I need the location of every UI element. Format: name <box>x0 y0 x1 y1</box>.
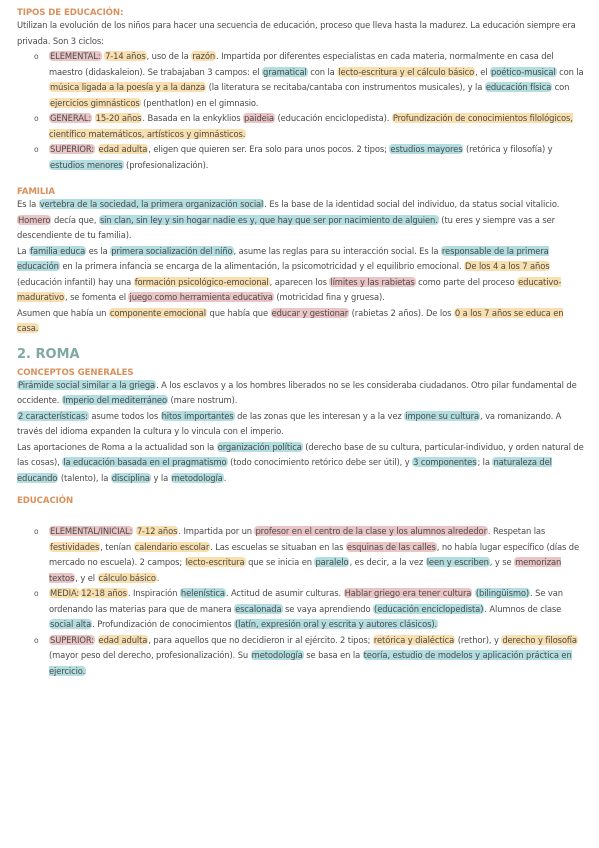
highlight: paralelo <box>315 557 349 567</box>
highlight: memorizan textos <box>49 557 562 583</box>
roma-superior-tag: SUPERIOR: <box>50 634 94 645</box>
highlight: estudios mayores <box>390 144 463 154</box>
tipo-superior <box>49 142 585 173</box>
tipos-intro: Utilizan la evolución de los niños para hacer una secuencia de educación, proceso que lleva hasta la madurez. La educación siempre era privada. Son 3 ciclos: <box>17 20 576 46</box>
roma-elemental-tag: ELEMENTAL/INICIAL: <box>50 526 133 536</box>
highlight: 2 características: <box>18 410 88 421</box>
highlight: formación psicológico-emocional <box>134 276 269 287</box>
text: Las aportaciones de Roma a la actualidad son la <box>17 441 217 452</box>
text: . Impartida por diferentes especialistas en cada materia, normalmente en casa del maestro (didaskaleion). Se trabajaban 3 campos: el <box>49 51 554 77</box>
highlight: educar y gestionar <box>271 307 349 318</box>
highlight: impone su cultura <box>405 410 479 421</box>
text: es la <box>86 245 111 256</box>
roma-media-tag: MEDIA: <box>50 588 80 598</box>
tipos-list <box>17 49 585 173</box>
highlight: De los 4 a los 7 años <box>465 261 550 271</box>
text: (profesionalización). <box>123 159 209 170</box>
text: , va romanizando. A través del idioma expanden la cultura y lo vincula con el imperio. <box>17 410 562 436</box>
highlight: (bilingüismo) <box>475 588 530 598</box>
highlight: música ligada a la poesía y a la danza <box>50 82 206 92</box>
text: , el <box>475 66 491 77</box>
roma-superior <box>49 633 585 680</box>
highlight: familia educa <box>30 245 86 256</box>
highlight: primera socialización del niño <box>111 245 233 256</box>
highlight: paideia <box>244 113 274 123</box>
text: de las zonas que les interesan y a la vez <box>234 410 405 421</box>
highlight: retórica y dialéctica <box>373 634 455 645</box>
text: que había que <box>206 307 271 318</box>
general-tag: GENERAL: <box>50 113 92 123</box>
text: con la <box>556 66 584 77</box>
text: (talento), la <box>58 472 111 483</box>
familia-heading: FAMILIA <box>17 187 55 197</box>
text: (la literatura se recitaba/cantaba con instrumentos musicales), y la <box>206 82 485 92</box>
text: , tenían <box>100 541 134 552</box>
highlight: Homero <box>18 214 51 225</box>
text: . Se van ordenando las materias para que de manera <box>49 588 563 614</box>
text: con <box>552 82 570 92</box>
roma-p2 <box>17 409 585 440</box>
roma-media-age: 12-18 años <box>81 588 127 598</box>
familia-p3 <box>17 306 585 337</box>
text: . Basada en la enkyklios <box>142 113 244 123</box>
text: Es la <box>17 199 39 209</box>
text: . Las escuelas se situaban en las <box>210 541 346 552</box>
text: , asume las reglas para su interacción social. Es la <box>233 245 441 256</box>
roma-educacion-list <box>17 524 585 679</box>
text: en la primera infancia se encarga de la alimentación, la psicomotricidad y el equilibrio emocional. <box>59 261 465 271</box>
text: (penthatlon) en el gimnasio. <box>140 97 259 108</box>
text: , se fomenta el <box>64 292 129 302</box>
highlight: sin clan, sin ley y sin hogar nadie es y, que hay que ser por nacimiento de alguien. <box>99 214 438 225</box>
text: que se inicia en <box>245 557 315 567</box>
text: como parte del proceso <box>415 276 518 287</box>
text: (motricidad fina y gruesa). <box>273 292 385 302</box>
text: (rabietas 2 años). De los <box>349 307 454 318</box>
text: , es decir, a la vez <box>349 557 426 567</box>
tipo-general <box>49 111 585 142</box>
tipos-heading: TIPOS DE EDUCACIÓN: <box>17 8 124 18</box>
highlight: razón <box>192 51 216 61</box>
text: se basa en la <box>303 650 363 660</box>
highlight: componente emocional <box>109 307 206 318</box>
familia-p1 <box>17 197 585 244</box>
highlight: Pirámide social similar a la griega <box>18 379 156 390</box>
highlight: cálculo básico <box>98 572 156 583</box>
highlight: poético-musical <box>491 66 556 77</box>
text: (derecho base de su cultura, particular-individuo, y orden natural de las cosas), <box>17 441 584 467</box>
text: decía que, <box>51 214 99 225</box>
highlight: límites y las rabietas <box>330 276 415 287</box>
highlight: educativo-madurativo <box>17 276 562 302</box>
highlight: ejercicios gimnásticos <box>50 97 140 108</box>
tipo-elemental <box>49 49 585 111</box>
highlight: lecto-escritura y el cálculo básico <box>338 66 475 77</box>
highlight: estudios menores <box>50 159 123 170</box>
text: (mayor peso del derecho, profesionalización). Su <box>49 650 251 660</box>
text: (todo conocimiento retórico debe ser útil), y <box>227 457 413 467</box>
superior-age: edad adulta <box>98 144 148 154</box>
text: (rethor), y <box>455 634 502 645</box>
highlight: Profundización de conocimientos filológicos, científico matemáticos, artísticos y gimnásticos. <box>49 113 573 139</box>
text: , aparecen los <box>269 276 330 287</box>
highlight: responsable de la primera educación <box>17 245 549 271</box>
highlight: helenística <box>180 588 225 598</box>
text: La <box>17 245 30 256</box>
text: . <box>223 472 227 483</box>
roma-media <box>49 586 585 633</box>
highlight: metodología <box>171 472 223 483</box>
highlight: hitos importantes <box>161 410 234 421</box>
roma-elemental-age: 7-12 años <box>136 526 178 536</box>
highlight: leen y escriben <box>426 557 489 567</box>
text: . Inspiración <box>127 588 180 598</box>
highlight: lecto-escritura <box>185 557 245 567</box>
text: , eligen que quieren ser. Era solo para unos pocos. 2 tipos; <box>148 144 390 154</box>
text: , para aquellos que no decidieron ir al ejército. 2 tipos; <box>148 634 373 645</box>
highlight: (latín, expresión oral y escrita y autores clásicos). <box>235 619 438 629</box>
highlight: festividades <box>50 541 100 552</box>
highlight: juego como herramienta educativa <box>129 292 273 302</box>
text: (tu eres y siempre vas a ser descendiente de tu familia). <box>17 214 555 240</box>
text: . Respetan las <box>487 526 546 536</box>
text: (retórica y filosofía) y <box>463 144 553 154</box>
roma-p3 <box>17 440 585 487</box>
highlight: metodología <box>251 650 303 660</box>
text: , y se <box>489 557 515 567</box>
text: (educación enciclopedista). <box>274 113 392 123</box>
educacion-heading: EDUCACIÓN <box>17 496 74 506</box>
text: (educación infantil) hay una <box>17 276 134 287</box>
highlight: escalonada <box>235 603 282 614</box>
text: ; la <box>477 457 493 467</box>
text: , y el <box>75 572 98 583</box>
general-age: 15-20 años <box>95 113 142 123</box>
text: y la <box>150 472 171 483</box>
highlight: esquinas de las calles <box>346 541 436 552</box>
highlight: Imperio del mediterráneo <box>62 395 167 405</box>
text: (mare nostrum). <box>167 395 238 405</box>
highlight: organización política <box>217 441 302 452</box>
highlight: teoría, estudio de modelos y aplicación práctica en ejercicio. <box>49 650 572 676</box>
text: . Es la base de la identidad social del individuo, da status social vitalicio. <box>264 199 560 209</box>
text: se vaya aprendiendo <box>282 603 374 614</box>
familia-p2 <box>17 244 585 306</box>
text: , no había lugar específico (días de mercado no escuela). 2 campos; <box>49 541 580 567</box>
highlight: educación física <box>485 82 552 92</box>
roma-superior-age: edad adulta <box>98 634 148 645</box>
text: , uso de la <box>146 51 192 61</box>
highlight: naturaleza del educando <box>17 457 552 483</box>
highlight: 0 a los 7 años se educa en casa. <box>17 307 564 333</box>
highlight: profesor en el centro de la clase y los alumnos alrededor <box>255 526 487 536</box>
text: con la <box>307 66 338 77</box>
highlight: la educación basada en el pragmatismo <box>63 457 227 467</box>
roma-p1 <box>17 378 585 409</box>
text: Asumen que había un <box>17 307 109 318</box>
elemental-age: 7-14 años <box>105 51 146 61</box>
elemental-tag: ELEMENTAL: <box>50 51 101 61</box>
highlight: (educación enciclopedista) <box>374 603 484 614</box>
highlight: disciplina <box>111 472 150 483</box>
highlight: social alta <box>50 619 92 629</box>
roma-elemental <box>49 524 585 586</box>
highlight: 3 componentes <box>413 457 477 467</box>
text: . A los esclavos y a los hombres liberados no se les consideraba ciudadanos. Otro pilar fundamental de occidente. <box>17 379 577 405</box>
text: . Profundización de conocimientos <box>92 619 235 629</box>
text: asume todos los <box>88 410 161 421</box>
text: . Impartida por un <box>178 526 255 536</box>
roma-heading: 2. ROMA <box>17 346 80 362</box>
highlight: Hablar griego era tener cultura <box>344 588 472 598</box>
highlight: vertebra de la sociedad, la primera organización social <box>39 199 264 209</box>
highlight: gramatical <box>263 66 307 77</box>
highlight: derecho y filosofía <box>502 634 577 645</box>
text: . Actitud de asumir culturas. <box>225 588 344 598</box>
superior-tag: SUPERIOR: <box>50 144 94 154</box>
text: . Alumnos de clase <box>484 603 562 614</box>
highlight: calendario escolar <box>134 541 210 552</box>
text: . <box>156 572 160 583</box>
conceptos-heading: CONCEPTOS GENERALES <box>17 367 134 378</box>
